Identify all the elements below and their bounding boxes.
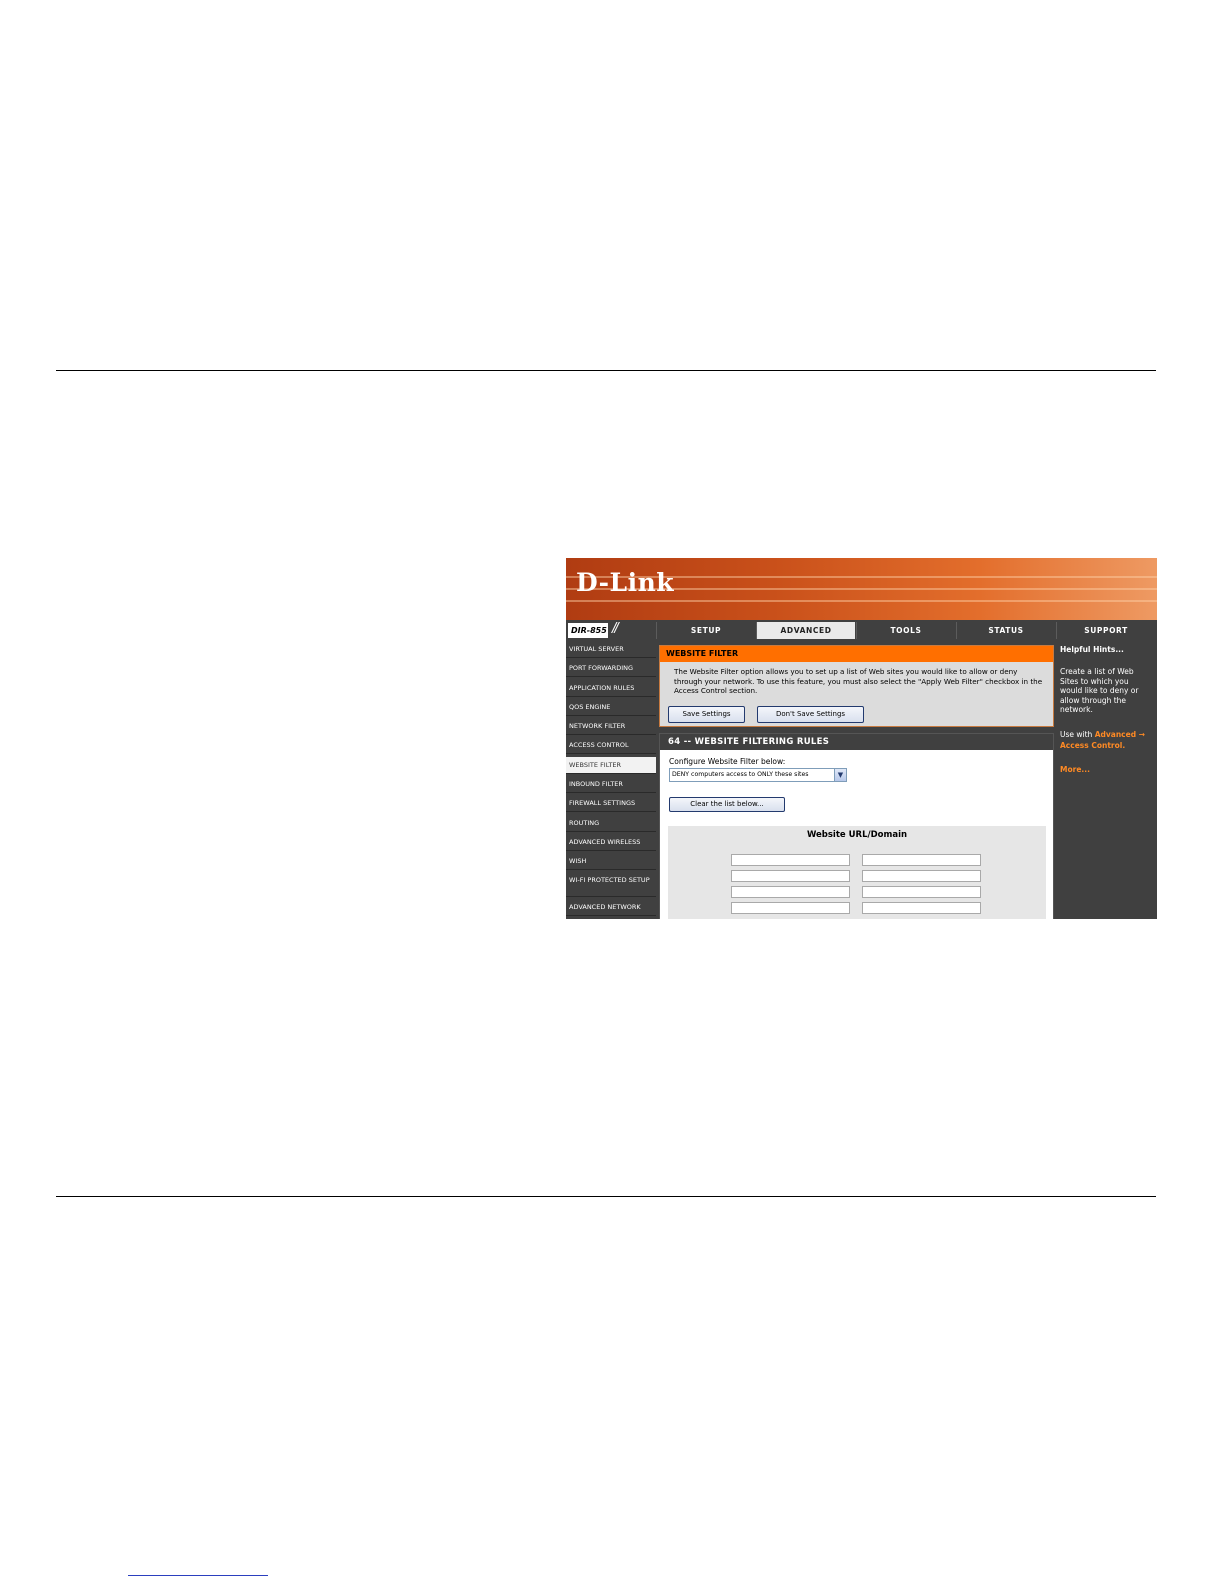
sidebar-item-website-filter[interactable]: WEBSITE FILTER <box>566 757 656 774</box>
dlink-logo: D-Link <box>576 568 675 597</box>
access-control-link[interactable]: Advanced → Access Control. <box>1060 730 1145 750</box>
sidebar-item-firewall-settings[interactable]: FIREWALL SETTINGS <box>566 795 656 812</box>
url-input[interactable] <box>862 854 981 866</box>
sidebar-item-inbound-filter[interactable]: INBOUND FILTER <box>566 776 656 793</box>
filtering-rules-title: 64 -- WEBSITE FILTERING RULES <box>660 734 1053 750</box>
top-navigation <box>566 620 1157 640</box>
tab-support[interactable]: SUPPORT <box>1056 622 1155 639</box>
sidebar-item-application-rules[interactable]: APPLICATION RULES <box>566 680 656 697</box>
filter-mode-select[interactable] <box>669 768 847 782</box>
sidebar-item-routing[interactable]: ROUTING <box>566 815 656 832</box>
url-input[interactable] <box>862 902 981 914</box>
tab-setup[interactable]: SETUP <box>656 622 755 639</box>
dont-save-settings-button[interactable]: Don't Save Settings <box>757 706 864 723</box>
helpful-hints-body: Create a list of Web Sites to which you would like to deny or allow through the network. <box>1060 667 1139 715</box>
website-filter-title: WEBSITE FILTER <box>660 646 1053 662</box>
more-hints-link[interactable]: More... <box>1060 765 1090 774</box>
url-input[interactable] <box>862 886 981 898</box>
tab-status[interactable]: STATUS <box>956 622 1055 639</box>
bottom-divider <box>56 1196 1156 1197</box>
url-input[interactable] <box>731 902 850 914</box>
helpful-hints-use-with <box>1060 730 1155 751</box>
chevron-down-icon[interactable]: ▼ <box>834 769 846 781</box>
model-label: DIR-855 <box>568 623 608 638</box>
header-banner <box>566 558 1157 620</box>
use-with-prefix: Use with <box>1060 730 1095 739</box>
url-input[interactable] <box>862 870 981 882</box>
filter-mode-value: DENY computers access to ONLY these sites <box>672 771 809 778</box>
website-filter-panel <box>659 645 1054 727</box>
sidebar-item-wish[interactable]: WISH <box>566 853 656 870</box>
sidebar-item-advanced-wireless[interactable]: ADVANCED WIRELESS <box>566 834 656 851</box>
sidebar-item-access-control[interactable]: ACCESS CONTROL <box>566 737 656 754</box>
clear-list-button[interactable]: Clear the list below... <box>669 797 785 812</box>
website-filter-description: The Website Filter option allows you to set up a list of Web sites you would like to allow or deny through your network. To use this feature, you must also select the "Apply Web Filter" checkbox in the Access Control section. <box>674 667 1043 695</box>
tab-tools[interactable]: TOOLS <box>856 622 955 639</box>
url-list-header: Website URL/Domain <box>806 830 908 840</box>
sidebar-item-port-forwarding[interactable]: PORT FORWARDING <box>566 660 656 677</box>
url-input[interactable] <box>731 886 850 898</box>
helpful-hints-panel <box>1057 641 1157 919</box>
sidebar-item-network-filter[interactable]: NETWORK FILTER <box>566 718 656 735</box>
sidebar-item-virtual-server[interactable]: VIRTUAL SERVER <box>566 641 656 658</box>
sidebar <box>566 641 656 918</box>
main-content <box>657 641 1055 919</box>
configure-filter-label: Configure Website Filter below: <box>669 757 786 766</box>
footer-link-underline[interactable] <box>128 1575 268 1576</box>
top-divider <box>56 370 1156 371</box>
sidebar-item-wifi-protected-setup[interactable]: WI-FI PROTECTED SETUP <box>566 873 656 897</box>
url-input[interactable] <box>731 870 850 882</box>
sidebar-item-qos-engine[interactable]: QOS ENGINE <box>566 699 656 716</box>
save-settings-button[interactable]: Save Settings <box>668 706 745 723</box>
model-slashes: // <box>612 621 617 636</box>
filtering-rules-panel <box>659 733 1054 919</box>
router-admin-screenshot <box>566 558 1157 919</box>
url-input[interactable] <box>731 854 850 866</box>
helpful-hints-title: Helpful Hints... <box>1060 645 1124 654</box>
url-list-box <box>668 826 1046 919</box>
tab-advanced[interactable]: ADVANCED <box>756 622 855 639</box>
sidebar-item-advanced-network[interactable]: ADVANCED NETWORK <box>566 899 656 916</box>
